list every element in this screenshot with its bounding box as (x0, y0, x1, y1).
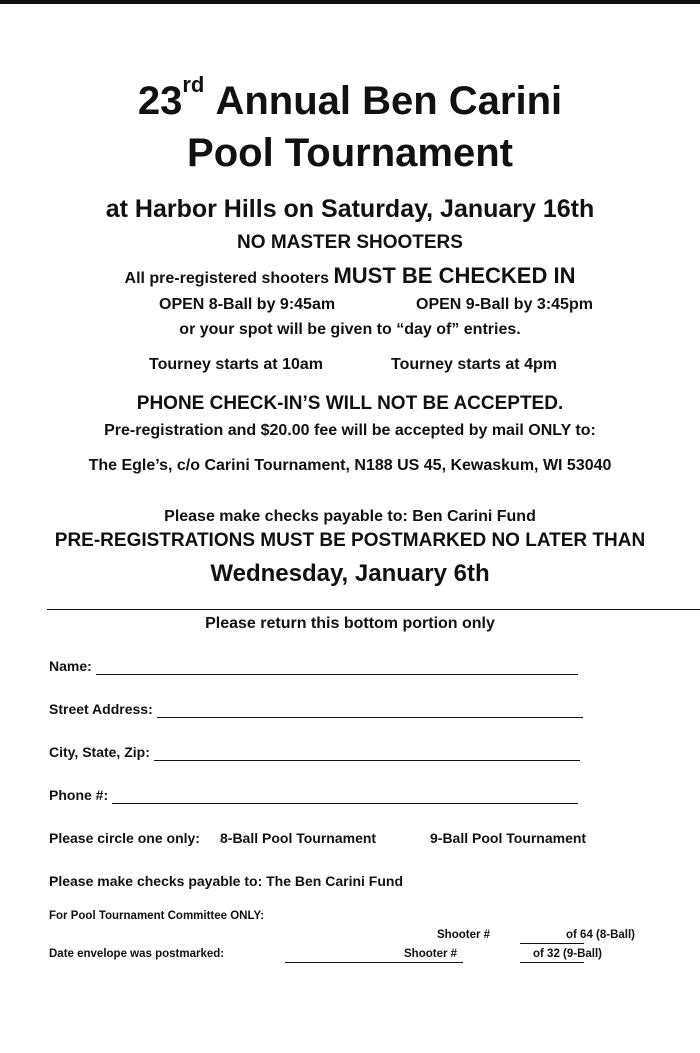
committee-label: For Pool Tournament Committee ONLY: (49, 910, 265, 922)
top-border (0, 0, 700, 4)
city-row (49, 744, 580, 761)
city-label: City, State, Zip: (49, 744, 150, 760)
phone-checkin-note: PHONE CHECK-IN’S WILL NOT BE ACCEPTED. (136, 393, 564, 414)
checkin-emphasis: MUST BE CHECKED IN (333, 263, 576, 288)
name-row (49, 658, 578, 675)
prereg-note: Pre-registration and $20.00 fee will be accepted by mail ONLY to: (104, 422, 596, 439)
street-row (49, 701, 583, 718)
location-line: at Harbor Hills on Saturday, January 16th (105, 195, 595, 223)
deadline-date: Wednesday, January 6th (210, 560, 490, 587)
return-note: Please return this bottom portion only (205, 615, 495, 632)
postmark-deadline-note: PRE-REGISTRATIONS MUST BE POSTMARKED NO LATER THAN (54, 530, 646, 551)
city-field[interactable] (154, 744, 580, 761)
street-label: Street Address: (49, 701, 153, 717)
shooter-line-1[interactable] (520, 943, 584, 944)
checkin-pre: All pre-registered shooters (124, 270, 330, 287)
title-ordinal: rd (182, 72, 205, 97)
start-8ball: Tourney starts at 10am (149, 356, 323, 373)
checks-payable-form: Please make checks payable to: The Ben Carini Fund (49, 873, 404, 889)
option-9ball[interactable]: 9-Ball Pool Tournament (430, 830, 587, 846)
option-8ball[interactable]: 8-Ball Pool Tournament (220, 830, 377, 846)
cut-line (47, 609, 700, 610)
street-field[interactable] (157, 701, 583, 718)
no-master-shooters: NO MASTER SHOOTERS (237, 232, 463, 253)
phone-field[interactable] (112, 787, 578, 804)
spot-given-note: or your spot will be given to “day of” entries. (179, 321, 521, 338)
date-envelope-label: Date envelope was postmarked: (49, 948, 225, 960)
shooter-line-2[interactable] (520, 962, 584, 963)
circle-label: Please circle one only: (49, 830, 200, 846)
title-line-2: Pool Tournament (187, 131, 513, 175)
name-label: Name: (49, 658, 92, 674)
shooter-label-1: Shooter # (437, 929, 491, 941)
mailing-address: The Egle’s, c/o Carini Tournament, N188 US 45, Kewaskum, WI 53040 (88, 457, 612, 474)
shooter-label-2: Shooter # (404, 948, 458, 960)
start-9ball: Tourney starts at 4pm (391, 356, 557, 373)
of-32-label: of 32 (9-Ball) (533, 948, 603, 960)
checkin-line (0, 263, 700, 292)
of-64-label: of 64 (8-Ball) (566, 929, 636, 941)
phone-label: Phone #: (49, 787, 109, 803)
checks-payable-note: Please make checks payable to: Ben Carini Fund (164, 508, 536, 525)
title-number: 23 (137, 79, 183, 123)
name-field[interactable] (96, 658, 578, 675)
date-envelope-line[interactable] (285, 962, 463, 963)
open-8ball: OPEN 8-Ball by 9:45am (159, 296, 336, 313)
title-text: Annual Ben Carini (215, 79, 563, 123)
title-line-1 (0, 62, 700, 124)
open-9ball: OPEN 9-Ball by 3:45pm (416, 296, 593, 313)
phone-row (49, 787, 578, 804)
